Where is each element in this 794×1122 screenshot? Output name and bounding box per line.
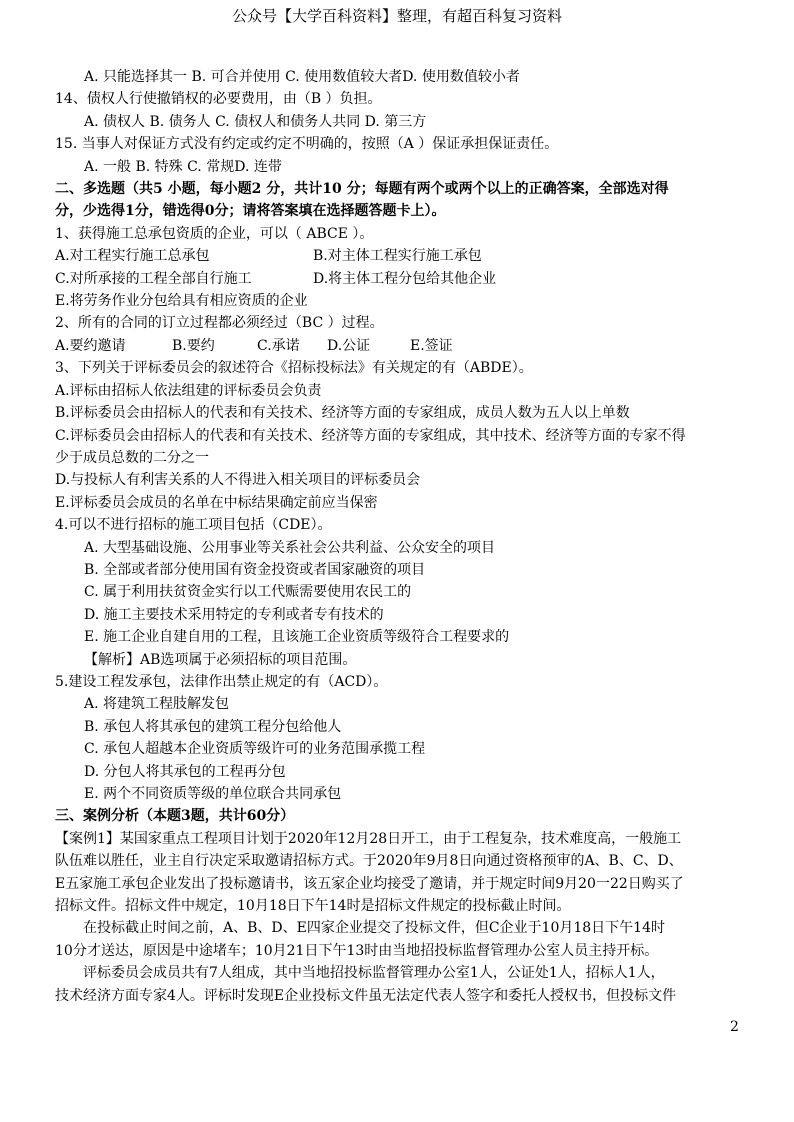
multi-question-3: 3、下列关于评标委员会的叙述符合《招标投标法》有关规定的有（ABDE）。 [55,360,533,377]
section-3-heading: 三、案例分析（本题3题，共计60分） [55,808,295,825]
option-c: C.承诺 [257,337,300,354]
question-15-options: A. 一般 B. 特殊 C. 常规D. 连带 [84,158,282,175]
option-b: B.要约 [172,337,215,354]
option-e: E.将劳务作业分包给具有相应资质的企业 [55,293,308,310]
option-b: B.评标委员会由招标人的代表和有关技术、经济等方面的专家组成，成员人数为五人以上单数 [55,405,630,422]
option-e: E.签证 [410,337,453,354]
option-c: C.评标委员会由招标人的代表和有关技术、经济等方面的专家组成，其中技术、经济等方面的专家不得 [55,427,686,444]
question-14-options: A. 债权人 B. 债务人 C. 债权人和债务人共同 D. 第三方 [84,113,427,130]
option-c: C. 属于利用扶贫资金实行以工代赈需要使用农民工的 [84,584,412,601]
multi-question-1-options-row2 [55,268,781,290]
page-number: 2 [730,1019,739,1035]
option-d: D.与投标人有利害关系的人不得进入相关项目的评标委员会 [55,472,421,489]
page-content [55,66,781,1007]
case-1-paragraph: 招标文件。招标文件中规定，10月18日下午14时是招标文件规定的投标截止时间。 [55,898,571,915]
multi-question-1: 1、获得施工总承包资质的企业，可以（ ABCE ）。 [55,225,374,242]
multi-question-5: 5.建设工程发承包，法律作出禁止规定的有（ACD）。 [55,673,388,690]
case-1-paragraph: E五家施工承包企业发出了投标邀请书，该五家企业均接受了邀请，并于规定时间9月20一22日购买了 [55,875,684,892]
question-13-options: A. 只能选择其一 B. 可合并使用 C. 使用数值较大者D. 使用数值较小者 [84,69,520,85]
section-2-heading-cont: 分，少选得1分，错选得0分；请将答案填在选择题答题卡上）。 [55,203,446,220]
option-b: B. 承包人将其承包的建筑工程分包给他人 [84,718,342,735]
option-d: D.公证 [327,337,371,354]
option-e: E. 施工企业自建自用的工程，且该施工企业资质等级符合工程要求的 [84,629,510,646]
case-1-paragraph: 队伍难以胜任，业主自行决定采取邀请招标方式。于2020年9月8日向通过资格预审的A、B、C、D、 [55,853,683,870]
analysis-note: 【解析】AB选项属于必须招标的项目范围。 [84,651,357,668]
option-d: D. 分包人将其承包的工程再分包 [84,763,286,780]
option-c-cont: 少于成员总数的二分之一 [55,449,209,466]
option-b: B.对主体工程实行施工承包 [313,248,482,265]
page-header: 公众号【大学百科资料】整理，有超百科复习资料 [231,7,562,25]
option-d: D. 施工主要技术采用特定的专利或者专有技术的 [84,606,384,623]
option-a: A.要约邀请 [55,337,126,354]
case-1-paragraph: 10分才送达，原因是中途堵车；10月21日下午13时由当地招投标监督管理办公室人员主持开标。 [55,942,659,959]
option-e: E.评标委员会成员的名单在中标结果确定前应当保密 [55,494,378,511]
question-15: 15. 当事人对保证方式没有约定或约定不明确的，按照（A ）保证承担保证责任。 [55,136,559,153]
option-d: D.将主体工程分包给其他企业 [313,270,497,287]
option-a: A. 将建筑工程肢解发包 [84,696,230,713]
multi-question-2-options [55,335,781,357]
question-14: 14、债权人行使撤销权的必要费用，由（B ）负担。 [55,91,382,108]
case-1-paragraph: 在投标截止时间之前，A、B、D、E四家企业提交了投标文件，但C企业于10月18日下午14时 [83,920,665,937]
option-a: A.对工程实行施工总承包 [55,248,210,265]
multi-question-2: 2、所有的合同的订立过程都必须经过（BC ）过程。 [55,315,384,332]
section-2-heading: 二、多选题（共5 小题，每小题2 分，共计10 分；每题有两个或两个以上的正确答案，全部选对得 [55,181,669,198]
option-e: E. 两个不同资质等级的单位联合共同承包 [84,786,342,802]
case-1-paragraph: 评标委员会成员共有7人组成，其中当地招投标监督管理办公室1人，公证处1人，招标人1人， [83,965,665,982]
option-c: C. 承包人超越本企业资质等级许可的业务范围承揽工程 [84,741,426,758]
multi-question-4: 4.可以不进行招标的施工项目包括（CDE）。 [55,517,332,534]
case-1-paragraph: 技术经济方面专家4人。评标时发现E企业投标文件虽无法定代表人签字和委托人授权书，但投标文件 [55,987,677,1004]
multi-question-1-options-row1 [55,245,781,267]
case-1-paragraph: 【案例1】某国家重点工程项目计划于2020年12月28日开工，由于工程复杂，技术难度高，一般施工 [55,830,682,847]
option-a: A.评标由招标人依法组建的评标委员会负责 [55,382,322,399]
option-a: A. 大型基础设施、公用事业等关系社会公共利益、公众安全的项目 [84,539,496,556]
option-c: C.对所承接的工程全部自行施工 [55,270,252,287]
option-b: B. 全部或者部分使用国有资金投资或者国家融资的项目 [84,561,426,578]
